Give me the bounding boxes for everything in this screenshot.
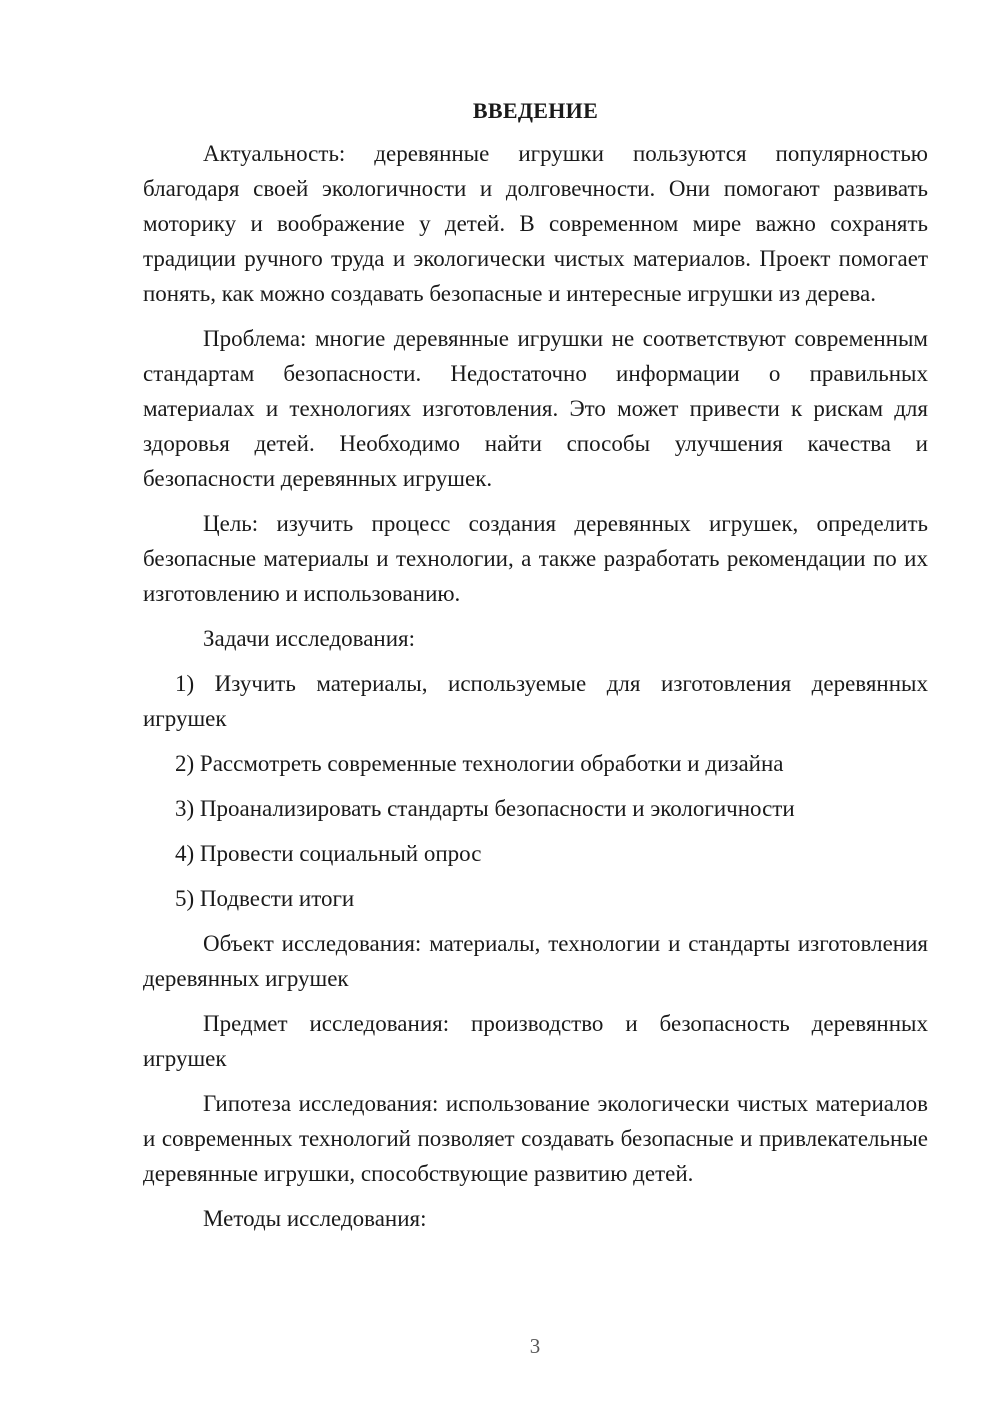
page-number: 3 — [529, 1334, 541, 1358]
task-item-1: 1) Изучить материалы, используемые для изготовления деревянных игрушек — [143, 671, 928, 731]
section-title: ВВЕДЕНИЕ — [472, 98, 599, 123]
hypothesis-paragraph: Гипотеза исследования: использование экологически чистых материалов и современных технологий позволяет создавать безопасные и привлекательные деревянные игрушки, способствующие развитию детей. — [143, 1091, 928, 1186]
tasks-heading: Задачи исследования: — [203, 626, 416, 651]
task-item-4: 4) Провести социальный опрос — [175, 841, 482, 866]
relevance-paragraph: Актуальность: деревянные игрушки пользуются популярностью благодаря своей экологичности и долговечности. Они помогают развивать моторику и воображение у детей. В современном мире важно сохранять традиции ручного труда и экологически чистых материалов. Проект помогает понять, как можно создавать безопасные и интересные игрушки из дерева. — [143, 141, 928, 306]
goal-paragraph: Цель: изучить процесс создания деревянных игрушек, определить безопасные материалы и технологии, а также разработать рекомендации по их изготовлению и использованию. — [143, 511, 928, 606]
problem-paragraph: Проблема: многие деревянные игрушки не соответствуют современным стандартам безопасности. Недостаточно информации о правильных материалах и технологиях изготовления. Это может привести к рискам для здоровья детей. Необходимо найти способы улучшения качества и безопасности деревянных игрушек. — [143, 326, 928, 491]
methods-heading: Методы исследования: — [203, 1206, 427, 1231]
task-item-5: 5) Подвести итоги — [175, 886, 355, 911]
task-item-3: 3) Проанализировать стандарты безопасности и экологичности — [175, 796, 795, 821]
subject-paragraph: Предмет исследования: производство и безопасность деревянных игрушек — [143, 1011, 928, 1071]
document-page — [143, 96, 928, 1246]
object-paragraph: Объект исследования: материалы, технологии и стандарты изготовления деревянных игрушек — [143, 931, 928, 991]
task-item-2: 2) Рассмотреть современные технологии обработки и дизайна — [175, 751, 784, 776]
